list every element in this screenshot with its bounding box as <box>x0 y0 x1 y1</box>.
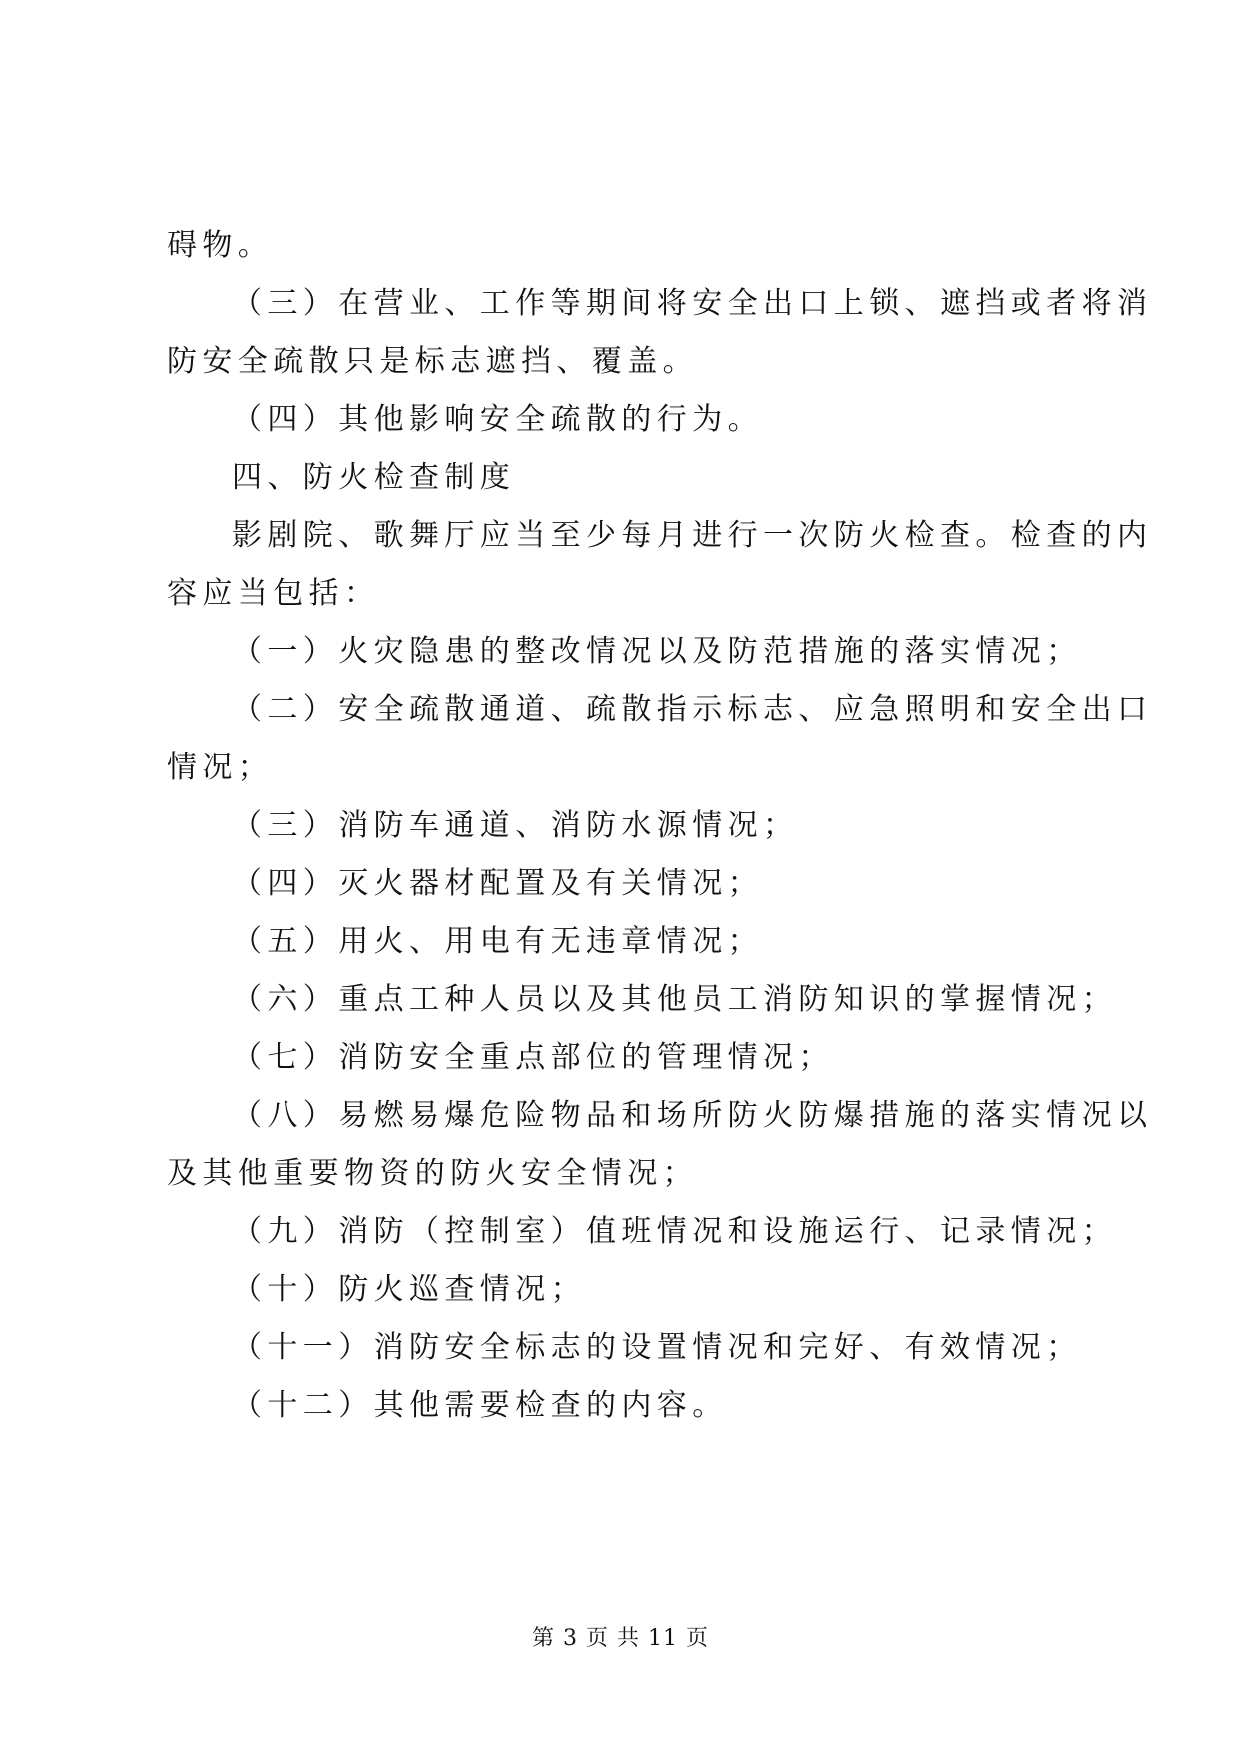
text-line: 情况； <box>167 750 274 785</box>
list-item: （六）重点工种人员以及其他员工消防知识的掌握情况； <box>232 982 1117 1017</box>
list-item: （九）消防（控制室）值班情况和设施运行、记录情况； <box>232 1214 1117 1249</box>
list-item: （十一）消防安全标志的设置情况和完好、有效情况； <box>232 1330 1082 1365</box>
list-item: （七）消防安全重点部位的管理情况； <box>232 1040 834 1075</box>
list-item: （四）灭火器材配置及有关情况； <box>232 866 763 901</box>
list-item: （三）消防车通道、消防水源情况； <box>232 808 799 843</box>
text-line: 容应当包括： <box>167 576 380 611</box>
text-line: （三）在营业、工作等期间将安全出口上锁、遮挡或者将消 <box>232 286 1153 321</box>
text-line: 防安全疏散只是标志遮挡、覆盖。 <box>167 344 698 379</box>
text-line: （四）其他影响安全疏散的行为。 <box>232 402 763 437</box>
page-footer: 第 3 页 共 11 页 <box>532 1626 709 1651</box>
text-line: 影剧院、歌舞厅应当至少每月进行一次防火检查。检查的内 <box>232 518 1153 553</box>
list-item: （十）防火巡查情况； <box>232 1272 586 1307</box>
text-line: 碍物。 <box>167 228 274 263</box>
list-item: （二）安全疏散通道、疏散指示标志、应急照明和安全出口 <box>232 692 1153 727</box>
section-heading: 四、防火检查制度 <box>232 460 516 495</box>
list-item: （一）火灾隐患的整改情况以及防范措施的落实情况； <box>232 634 1082 669</box>
list-item: （五）用火、用电有无违章情况； <box>232 924 763 959</box>
list-item: （八）易燃易爆危险物品和场所防火防爆措施的落实情况以 <box>232 1098 1153 1133</box>
text-line: 及其他重要物资的防火安全情况； <box>167 1156 698 1191</box>
list-item: （十二）其他需要检查的内容。 <box>232 1388 728 1423</box>
